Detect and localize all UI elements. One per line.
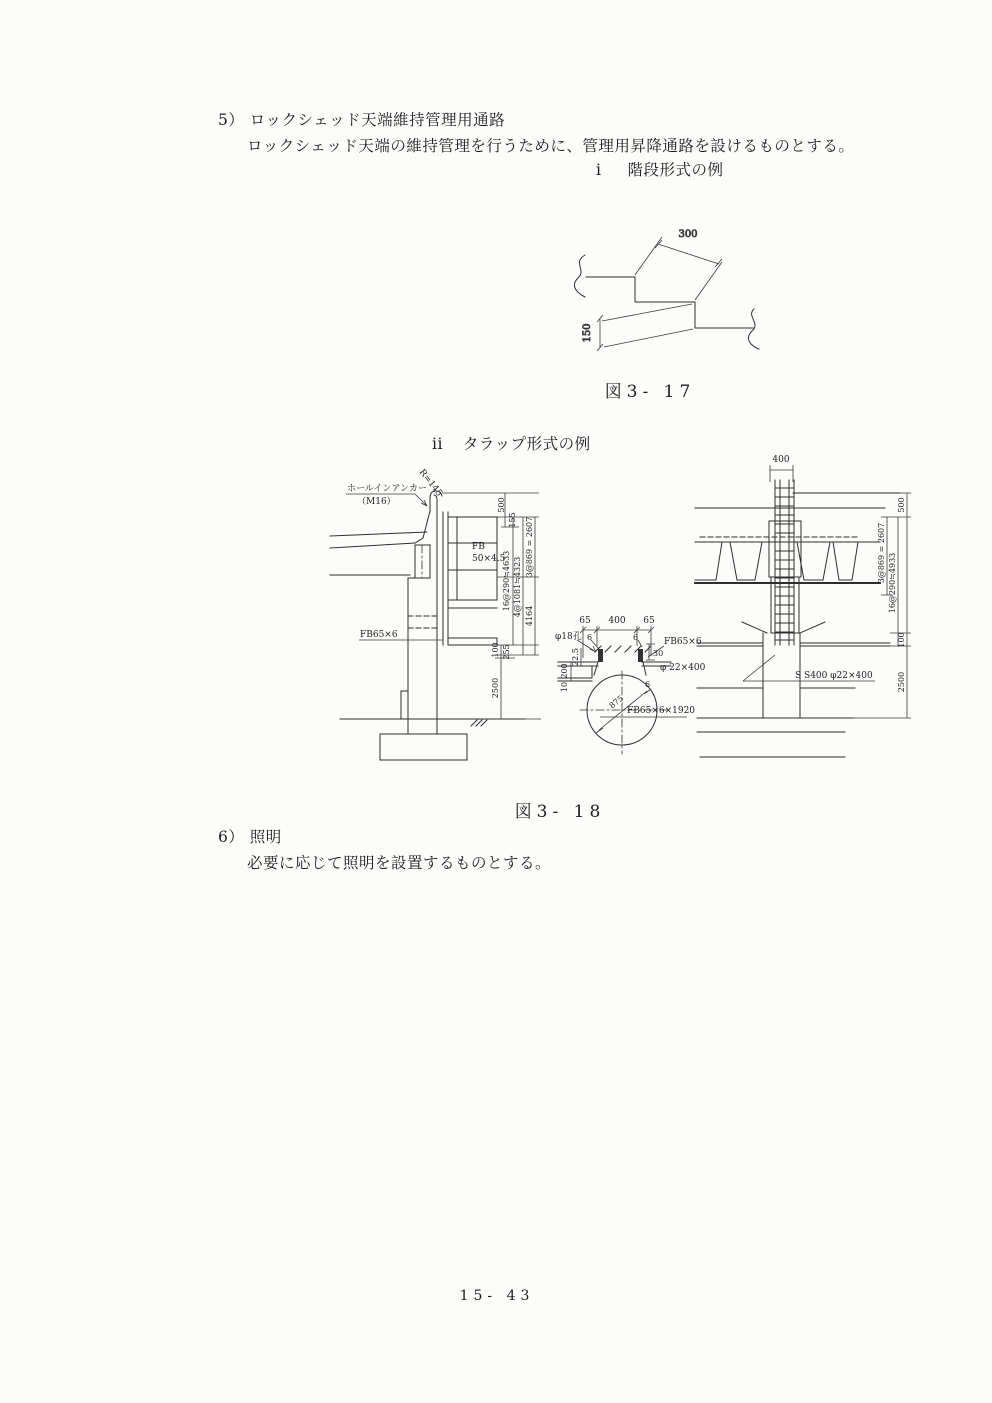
bracket-labels bbox=[555, 616, 706, 716]
dim-155: 155 bbox=[508, 512, 517, 528]
plate-right bbox=[638, 649, 643, 662]
dim-2500: 2500 bbox=[491, 677, 500, 699]
footing bbox=[380, 734, 467, 760]
dim-875: 875 bbox=[607, 693, 626, 711]
dim-4164: 4164 bbox=[525, 605, 534, 627]
section6-heading: 6） 照明 bbox=[218, 828, 282, 846]
dim-label-tread: 300 bbox=[678, 229, 698, 240]
dim-10: 10 bbox=[560, 681, 569, 693]
dim-65-left: 65 bbox=[579, 616, 591, 626]
girder-3 bbox=[797, 542, 830, 580]
dim-4633: 16@290≒4633 bbox=[502, 550, 511, 612]
dim-6b: 6 bbox=[633, 633, 639, 642]
fb-label-2: 50×4.5 bbox=[472, 554, 506, 564]
left-labels bbox=[346, 468, 534, 698]
dim-30: 30 bbox=[653, 649, 664, 658]
dimension-150 bbox=[582, 304, 693, 351]
dim-500-right: 500 bbox=[897, 497, 906, 513]
fb-mid-label: FB65×6 bbox=[360, 630, 398, 640]
list-i-label: 階段形式の例 bbox=[627, 161, 724, 179]
fb-label-1: FB bbox=[472, 542, 485, 552]
ground-hatch bbox=[471, 720, 487, 726]
anchor-label-line2: （M16） bbox=[357, 497, 396, 507]
left-ladder bbox=[443, 512, 497, 645]
figure-3-17-drawing bbox=[540, 215, 800, 375]
list-i-marker: i bbox=[596, 161, 602, 179]
list-ii-label: タラップ形式の例 bbox=[462, 435, 591, 453]
dim-6a: 6 bbox=[587, 633, 593, 642]
dim-255: 255 bbox=[502, 644, 511, 660]
dimension-300 bbox=[635, 229, 722, 300]
front-ladder bbox=[769, 480, 801, 645]
fig318-caption: 図3- 18 bbox=[514, 802, 606, 822]
list-item-i bbox=[596, 158, 723, 180]
dim-400-top: 400 bbox=[772, 455, 790, 465]
dim-100-right: 100 bbox=[897, 632, 906, 648]
page-number: 15- 43 bbox=[459, 1288, 535, 1304]
left-elevation-structure bbox=[330, 491, 525, 760]
radius-label: R=145 bbox=[416, 467, 444, 499]
list-ii-marker: ii bbox=[432, 435, 443, 453]
member-label: FB65×6×1920 bbox=[627, 706, 696, 716]
wall-pilaster bbox=[401, 691, 408, 719]
girder-4 bbox=[833, 542, 858, 580]
girder-1 bbox=[695, 542, 722, 580]
bolt-label: φ 22×400 bbox=[660, 663, 706, 673]
section5-body: ロックシェッド天端の維持管理を行うために、管理用昇降通路を設けるものとする。 bbox=[247, 137, 855, 155]
break-line-right bbox=[748, 309, 759, 349]
dim-200: 200 bbox=[560, 663, 569, 679]
dim-2607: 3@869 = 2607 bbox=[525, 516, 534, 578]
dim-2500-right: 2500 bbox=[897, 671, 906, 693]
dim-65-right: 65 bbox=[643, 616, 655, 626]
hole-label: φ18孔 bbox=[555, 632, 582, 642]
section5-heading: 5） ロックシェッド天端維持管理用通路 bbox=[218, 111, 506, 129]
plate-left bbox=[598, 649, 603, 662]
dim-100: 100 bbox=[491, 642, 500, 658]
fig317-caption: 図3- 17 bbox=[604, 382, 696, 402]
dim-500: 500 bbox=[497, 497, 506, 513]
dim-4933-right: 16@290≒4933 bbox=[888, 552, 897, 614]
anchor-bolt-label: S S400 φ22×400 bbox=[795, 671, 873, 681]
dim-400: 400 bbox=[608, 616, 626, 626]
front-view-structure bbox=[695, 493, 900, 757]
section6-body: 必要に応じて照明を設置するものとする。 bbox=[247, 854, 552, 872]
girder-2 bbox=[730, 542, 762, 580]
dim-4323: 4@1081≒4323 bbox=[513, 556, 522, 618]
anchor-label-line1: ホールインアンカー bbox=[347, 484, 428, 494]
fb-label: FB65×6 bbox=[664, 637, 702, 647]
break-line-left bbox=[574, 255, 585, 297]
dim-2607-right: 3@869 = 2607 bbox=[877, 522, 886, 584]
dim-6-weld: 6 bbox=[645, 680, 651, 689]
dim-label-riser: 150 bbox=[582, 323, 593, 343]
step-profile bbox=[574, 255, 759, 349]
figure-3-18-drawing bbox=[315, 450, 927, 795]
front-labels bbox=[772, 455, 906, 692]
dim-22-5: 22.5 bbox=[571, 648, 580, 666]
